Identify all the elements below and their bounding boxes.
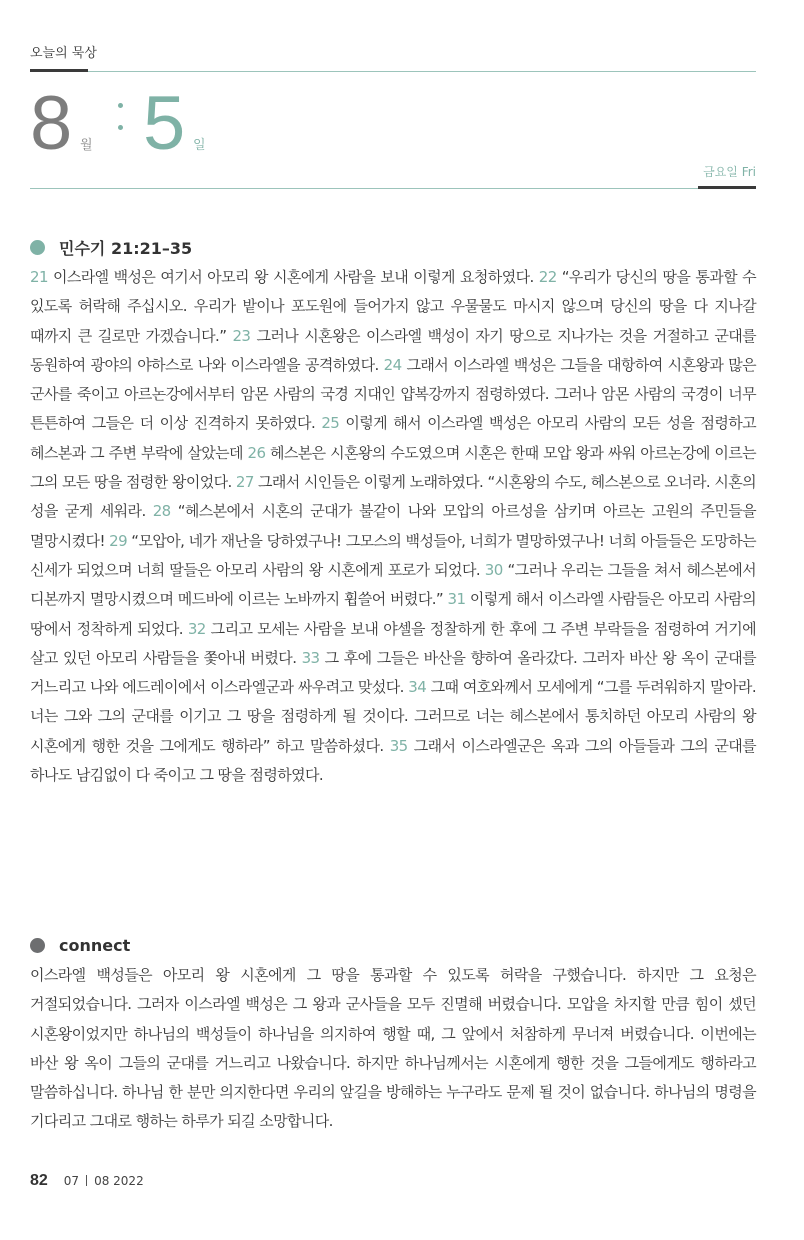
scripture-heading: [30, 236, 192, 259]
month-number: 8: [30, 81, 73, 166]
verse-text: 그리고 모세는 사람을 보내 야셀을 정찰하게 한 후에 그 주변 부락들을 점령하여 거기에 살고 있던 아모리 사람들을 쫓아내 버렸다.: [30, 619, 756, 667]
verse-number: 31: [447, 590, 466, 609]
verse-text: “헤스본에서 시혼의 군대가 불같이 나와 모압의 아르성을 삼키며 아르논 고원의 주민들을 멸망시켰다!: [30, 502, 756, 550]
verse-number: 27: [235, 473, 254, 492]
bullet-dot-icon: [30, 938, 45, 953]
day-number: 5: [143, 81, 186, 166]
verse-number: 30: [484, 560, 503, 579]
issue-date: [64, 1174, 144, 1188]
verse-text: 그 후에 그들은 바산을 향하여 올라갔다. 그러자 바산 왕 옥이 군대를 거느리고 나와 에드레이에서 이스라엘군과 싸우려고 맞섰다.: [30, 648, 756, 697]
verse-text: 그러나 시혼왕은 이스라엘 백성이 자기 땅으로 지나가는 것을 거절하고 군대를 동원하여 광야의 야하스로 나와 이스라엘을 공격하였다.: [30, 326, 756, 374]
month-unit: 월: [80, 138, 93, 153]
verse-text: 그래서 시인들은 이렇게 노래하였다. “시혼왕의 수도, 헤스본으로 오너라. 시혼의 성을 굳게 세워라.: [30, 473, 756, 521]
header-divider: [88, 71, 756, 72]
scripture-reference: 민수기 21:21–35: [59, 239, 193, 258]
colon-separator: [118, 103, 124, 147]
date-divider: [30, 188, 698, 189]
verse-text: 이렇게 해서 이스라엘 사람들은 아모리 사람의 땅에서 정착하게 되었다.: [30, 590, 756, 638]
scripture-body: [30, 263, 756, 790]
verse-number: 23: [232, 326, 251, 345]
verse-text: 이스라엘 백성은 여기서 아모리 왕 시혼에게 사람을 보내 이렇게 요청하였다.: [47, 268, 539, 286]
verse-text: 헤스본은 시혼왕의 수도였으며 시혼은 한때 모압 왕과 싸워 아르논강에 이르는 그의 모든 땅을 점령한 왕이었다.: [30, 443, 756, 492]
footer: [30, 1172, 144, 1190]
verse-text: “모압아, 네가 재난을 당하였구나! 그모스의 백성들아, 너희가 멸망하였구나! 너희 아들들은 도망하는 신세가 되었으며 너희 딸들은 아모리 사람의 왕 시혼에게 포로가 되었다.: [30, 531, 756, 579]
verse-text: “우리가 당신의 땅을 통과할 수 있도록 허락해 주십시오. 우리가 밭이나 포도원에 들어가지 않고 우물물도 마시지 않으며 당신의 땅을 다 지나갈 때까지 큰 길로만 가겠습니다.”: [30, 268, 756, 345]
verse-number: 26: [247, 443, 266, 462]
issue-month: 07: [63, 1174, 80, 1188]
verse-number: 34: [408, 678, 427, 697]
page-number: 82: [30, 1172, 48, 1189]
issue-separator: [86, 1175, 87, 1186]
verse-text: “그러나 우리는 그들을 쳐서 헤스본에서 디본까지 멸망시켰으며 메드바에 이르는 노바까지 휩쓸어 버렸다.”: [30, 560, 756, 609]
issue-year: 08 2022: [94, 1174, 144, 1188]
date-underline: [698, 186, 756, 189]
verse-number: 32: [187, 619, 206, 638]
connect-body: 이스라엘 백성들은 아모리 왕 시혼에게 그 땅을 통과할 수 있도록 허락을 구했습니다. 하지만 그 요청은 거절되었습니다. 그러자 이스라엘 백성은 그 왕과 군사들을 모두 진멸해 버렸습니다. 모압을 차지할 만큼 힘이 셌던 시혼왕이었지만 하나님의 백성들이 하나님을 의지하여 행할 때, 그 앞에서 처참하게 무너져 버렸습니다. 이번에는 바산 왕 옥이 그들의 군대를 거느리고 나왔습니다. 하지만 하나님께서는 시혼에게 행한 것을 그들에게도 행하라고 말씀하십니다. 하나님 한 분만 의지한다면 우리의 앞길을 방해하는 누구라도 문제 될 것이 없습니다. 하나님의 명령을 기다리고 그대로 행하는 하루가 되길 소망합니다.: [30, 966, 756, 1131]
connect-title: connect: [59, 936, 131, 955]
header-label: 오늘의 묵상: [30, 46, 97, 61]
verse-number: 25: [321, 414, 340, 433]
verse-text: 그래서 이스라엘군은 옥과 그의 아들들과 그의 군대를 하나도 남김없이 다 죽이고 그 땅을 점령하였다.: [30, 736, 756, 785]
bullet-dot-icon: [30, 240, 45, 255]
verse-number: 35: [389, 736, 408, 755]
connect-heading: [30, 936, 130, 955]
verse-text: 이렇게 해서 이스라엘 백성은 아모리 사람의 모든 성을 점령하고 헤스본과 그 주변 부락에 살았는데: [30, 414, 757, 462]
verse-number: 22: [538, 268, 557, 286]
verse-number: 21: [30, 268, 48, 286]
verse-number: 24: [383, 355, 402, 374]
weekday-label: 금요일 Fri: [703, 165, 756, 179]
day-unit: 일: [193, 138, 206, 153]
header-underline: [30, 69, 88, 72]
verse-text: 그때 여호와께서 모세에게 “그를 두려워하지 말아라. 너는 그와 그의 군대를 이기고 그 땅을 점령하게 될 것이다. 그러므로 너는 헤스본에서 통치하던 아모리 사람의 왕 시혼에게 행한 것을 그에게도 행하라” 하고 말씀하셨다.: [30, 678, 756, 755]
verse-number: 33: [301, 648, 320, 667]
verse-number: 28: [152, 502, 171, 521]
verse-number: 29: [109, 531, 128, 550]
verse-text: 그래서 이스라엘 백성은 그들을 대항하여 시혼왕과 많은 군사를 죽이고 아르논강에서부터 암몬 사람의 국경 지대인 얍복강까지 점령하였다. 그러나 암몬 사람의 국경이 너무 튼튼하여 그들은 더 이상 진격하지 못하였다.: [30, 355, 756, 433]
